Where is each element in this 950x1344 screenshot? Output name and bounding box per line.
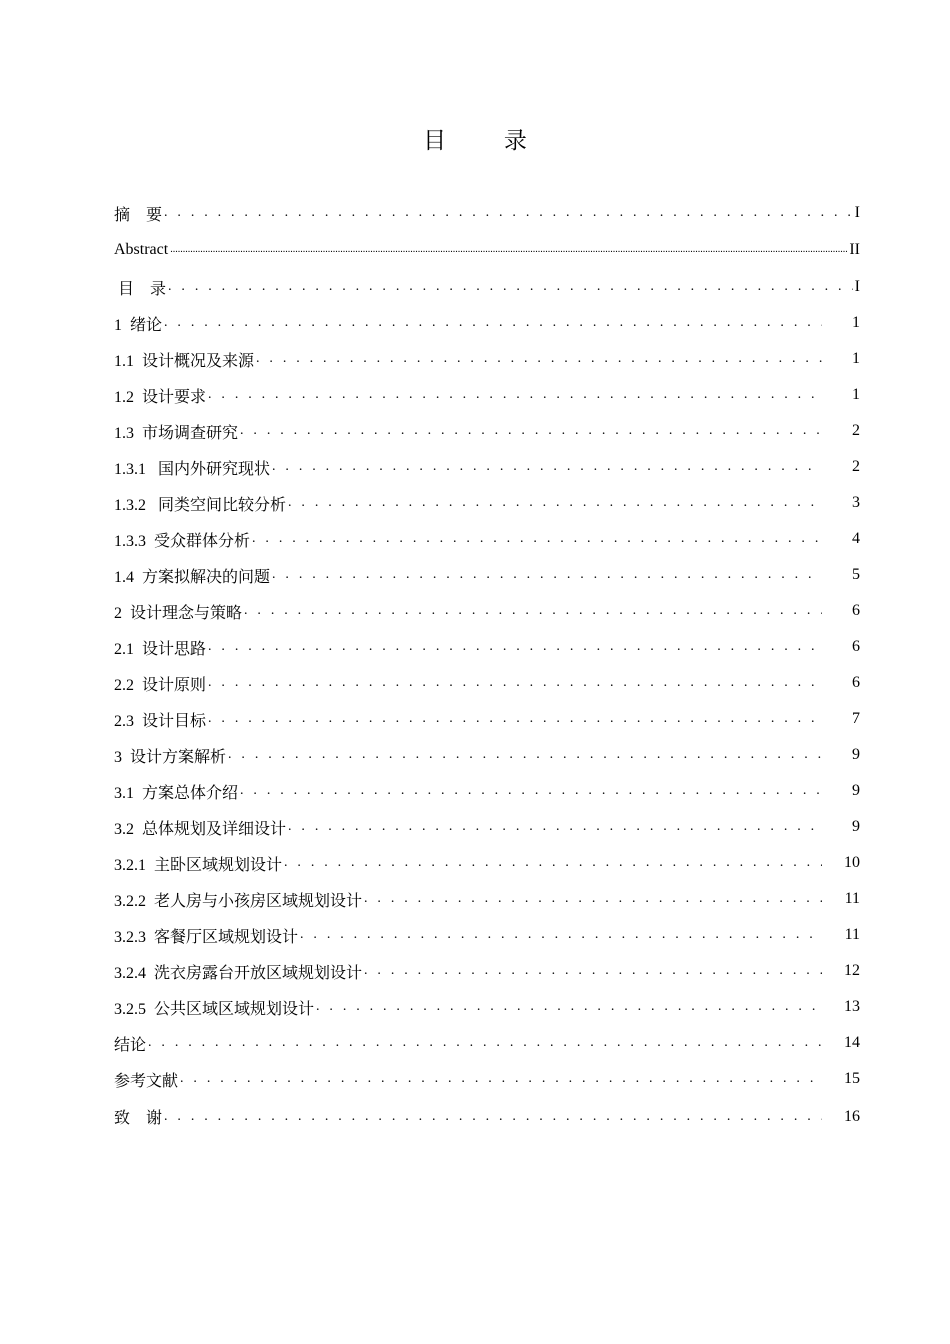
toc-entry-page: 5 xyxy=(852,566,860,583)
toc-entry[interactable] xyxy=(114,269,860,305)
toc-entry[interactable] xyxy=(114,305,860,341)
toc-entry-page: 15 xyxy=(844,1070,860,1087)
toc-entry-page: 1 xyxy=(852,350,860,367)
toc-entry-page: 4 xyxy=(852,530,860,547)
toc-entry-label: 3.2 总体规划及详细设计 xyxy=(114,820,287,838)
toc-entry-page: 9 xyxy=(852,746,860,763)
toc-entry[interactable] xyxy=(114,881,860,917)
toc-entry[interactable] xyxy=(114,989,860,1025)
toc-entry-label: 2.2 设计原则 xyxy=(114,676,207,694)
table-of-contents xyxy=(114,196,860,1136)
toc-entry-page: 9 xyxy=(852,818,860,835)
toc-leader-dots xyxy=(180,1071,822,1087)
toc-entry-label: 3.2.3 客餐厅区域规划设计 xyxy=(114,928,299,946)
toc-entry-page: 10 xyxy=(844,854,860,871)
toc-entry-label: 1.4 方案拟解决的问题 xyxy=(114,568,271,586)
toc-entry-label: 1.3 市场调查研究 xyxy=(114,424,239,442)
toc-entry[interactable] xyxy=(114,449,860,485)
toc-leader-dots xyxy=(228,747,822,763)
toc-entry-page: 12 xyxy=(844,962,860,979)
toc-leader-dots xyxy=(240,783,822,799)
toc-entry-label: 1.3.2 同类空间比较分析 xyxy=(114,496,287,514)
toc-entry-page: 2 xyxy=(852,422,860,439)
toc-entry-page: 14 xyxy=(844,1034,860,1051)
toc-entry[interactable] xyxy=(114,953,860,989)
toc-leader-dots xyxy=(288,819,822,835)
toc-entry-page: 6 xyxy=(852,638,860,655)
toc-entry-label: 目 录 xyxy=(114,280,167,298)
toc-entry[interactable] xyxy=(114,809,860,845)
toc-leader-dots xyxy=(364,891,822,907)
toc-entry-label: 参考文献 xyxy=(114,1072,179,1090)
toc-entry[interactable] xyxy=(114,845,860,881)
toc-entry[interactable] xyxy=(114,593,860,629)
toc-leader-dots xyxy=(244,603,822,619)
toc-entry[interactable] xyxy=(114,377,860,413)
toc-entry-label: 2.3 设计目标 xyxy=(114,712,207,730)
toc-entry[interactable] xyxy=(114,485,860,521)
toc-entry-label: 1.1 设计概况及来源 xyxy=(114,352,255,370)
toc-entry[interactable] xyxy=(114,413,860,449)
toc-entry-page: 1 xyxy=(852,314,860,331)
toc-leader-dots xyxy=(240,423,822,439)
toc-entry[interactable] xyxy=(114,665,860,701)
toc-leader-dots xyxy=(252,531,822,547)
toc-entry-label: 1.3.1 国内外研究现状 xyxy=(114,460,271,478)
toc-entry-label: 1.3.3 受众群体分析 xyxy=(114,532,251,550)
toc-entry[interactable] xyxy=(114,773,860,809)
toc-leader-dots xyxy=(316,999,822,1015)
toc-leader-dots xyxy=(300,927,822,943)
toc-entry-page: 16 xyxy=(844,1107,860,1125)
toc-entry-page: 3 xyxy=(852,494,860,511)
toc-entry-page: 2 xyxy=(852,458,860,475)
toc-entry-page: 11 xyxy=(844,926,860,943)
toc-entry-page: II xyxy=(849,240,860,258)
toc-leader-dots xyxy=(256,351,822,367)
toc-leader-dots xyxy=(208,639,822,655)
toc-leader-dots xyxy=(164,1109,822,1125)
toc-entry-label: 3.2.1 主卧区域规划设计 xyxy=(114,856,283,874)
toc-entry-page: 7 xyxy=(852,710,860,727)
toc-entry-page: 6 xyxy=(852,674,860,691)
toc-entry[interactable] xyxy=(114,196,860,230)
toc-entry-label: 致 谢 xyxy=(114,1110,163,1127)
toc-entry-page: 6 xyxy=(852,602,860,619)
toc-entry-page: I xyxy=(854,204,860,221)
toc-entry-label: 3.1 方案总体介绍 xyxy=(114,784,239,802)
toc-entry-label: 3.2.2 老人房与小孩房区域规划设计 xyxy=(114,892,363,910)
toc-entry[interactable] xyxy=(114,737,860,773)
toc-entry-label: 1 绪论 xyxy=(114,316,163,334)
toc-leader-dots xyxy=(208,711,822,727)
toc-leader-dots xyxy=(170,242,847,258)
toc-entry-label: 摘 要 xyxy=(114,206,163,224)
toc-leader-dots xyxy=(208,675,822,691)
toc-entry-label: Abstract xyxy=(114,240,169,258)
toc-entry[interactable] xyxy=(114,1061,860,1097)
toc-entry-label: 结论 xyxy=(114,1036,147,1054)
toc-entry-page: 13 xyxy=(844,998,860,1015)
page-title: 目 录 xyxy=(423,128,553,153)
toc-entry[interactable] xyxy=(114,341,860,377)
toc-entry-label: 1.2 设计要求 xyxy=(114,388,207,406)
toc-leader-dots xyxy=(148,1035,822,1051)
toc-leader-dots xyxy=(164,205,853,221)
toc-entry-label: 3.2.5 公共区域区域规划设计 xyxy=(114,1000,315,1018)
toc-entry[interactable] xyxy=(114,701,860,737)
toc-entry[interactable] xyxy=(114,521,860,557)
toc-entry[interactable] xyxy=(114,917,860,953)
toc-leader-dots xyxy=(168,279,853,295)
toc-leader-dots xyxy=(288,495,822,511)
toc-leader-dots xyxy=(272,567,822,583)
toc-leader-dots xyxy=(272,459,822,475)
toc-entry[interactable] xyxy=(114,557,860,593)
toc-leader-dots xyxy=(164,315,822,331)
toc-entry-page: I xyxy=(854,278,860,295)
toc-entry[interactable] xyxy=(114,230,860,269)
toc-entry-label: 2 设计理念与策略 xyxy=(114,604,243,622)
toc-entry-label: 2.1 设计思路 xyxy=(114,640,207,658)
toc-entry-label: 3 设计方案解析 xyxy=(114,748,227,766)
toc-leader-dots xyxy=(364,963,822,979)
toc-entry-label: 3.2.4 洗衣房露台开放区域规划设计 xyxy=(114,964,363,982)
toc-entry-page: 11 xyxy=(844,890,860,907)
toc-entry[interactable] xyxy=(114,1025,860,1061)
toc-entry[interactable] xyxy=(114,629,860,665)
toc-entry[interactable] xyxy=(114,1097,860,1136)
toc-leader-dots xyxy=(208,387,822,403)
toc-leader-dots xyxy=(284,855,822,871)
toc-entry-page: 9 xyxy=(852,782,860,799)
toc-entry-page: 1 xyxy=(852,386,860,403)
